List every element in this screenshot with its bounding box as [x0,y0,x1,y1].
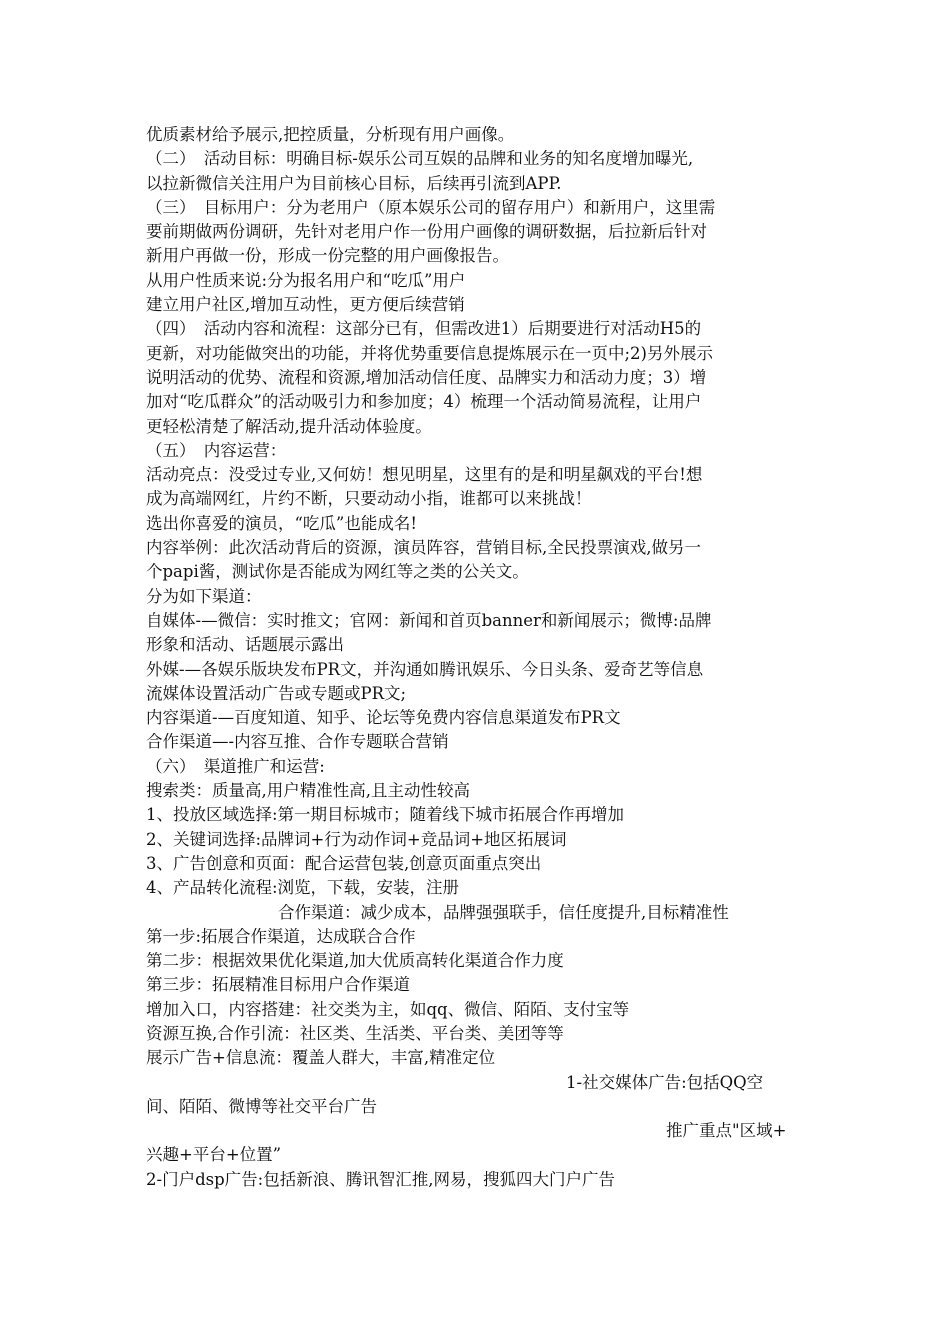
text-line: 外媒-—各娱乐版块发布PR文，并沟通如腾讯娱乐、今日头条、爱奇艺等信息 [146,659,704,679]
text-line: 加对“吃瓜群众”的活动吸引力和参加度；4）梳理一个活动简易流程，让用户 [146,392,702,412]
section-heading-6: （六） 渠道推广和运营: [146,756,325,776]
text-line: 流媒体设置活动广告或专题或PR文; [146,683,407,703]
text-line: 内容渠道-—百度知道、知乎、论坛等免费内容信息渠道发布PR文 [146,708,621,728]
text-line: 资源互换,合作引流：社区类、生活类、平台类、美团等等 [146,1023,564,1043]
text-line: 1、投放区域选择:第一期目标城市；随着线下城市拓展合作再增加 [146,805,625,825]
text-line: 更轻松清楚了解活动,提升活动体验度。 [146,416,432,436]
text-line: 选出你喜爱的演员，“吃瓜”也能成名! [146,513,418,533]
text-line: 2-门户dsp广告:包括新浪、腾讯智汇推,网易，搜狐四大门户广告 [146,1169,615,1189]
text-line: 建立用户社区,增加互动性，更方便后续营销 [146,295,465,315]
text-line: 第二步：根据效果优化渠道,加大优质高转化渠道合作力度 [146,951,564,971]
document-body [146,123,810,1192]
text-line: 展示广告+信息流：覆盖人群大，丰富,精准定位 [146,1048,496,1068]
text-line: 兴趣+平台+位置” [146,1145,282,1165]
text-line: 内容举例：此次活动背后的资源，演员阵容，营销目标,全民投票演戏,做另一 [146,538,701,558]
text-line: 合作渠道：减少成本，品牌强强联手，信任度提升,目标精准性 [278,902,729,922]
text-line: 活动亮点：没受过专业,又何妨！想见明星，这里有的是和明星飙戏的平台!想 [146,465,703,485]
text-line: 说明活动的优势、流程和资源,增加活动信任度、品牌实力和活动力度；3）增 [146,367,707,387]
text-line: 优质素材给予展示,把控质量，分析现有用户画像。 [146,125,515,144]
text-line: 间、陌陌、微博等社交平台广告 [146,1096,377,1116]
text-line: 第三步：拓展精准目标用户合作渠道 [146,975,410,995]
text-line: 要前期做两份调研，先针对老用户作一份用户画像的调研数据，后拉新后针对 [146,222,707,242]
text-line: 增加入口，内容搭建：社交类为主，如qq、微信、陌陌、支付宝等 [146,999,630,1019]
text-line: 分为如下渠道： [146,586,262,606]
section-heading-5: （五） 内容运营： [146,440,287,460]
text-line: 推广重点"区域+ [666,1121,787,1141]
text-line: 新用户再做一份，形成一份完整的用户画像报告。 [146,246,509,266]
text-line: 2、关键词选择:品牌词+行为动作词+竞品词+地区拓展词 [146,829,567,849]
text-line: 从用户性质来说:分为报名用户和“吃瓜”用户 [146,270,466,290]
text-line: 自媒体-—微信：实时推文；官网：新闻和首页banner和新闻展示；微博:品牌 [146,610,712,630]
section-heading-3: （三） 目标用户：分为老用户（原本娱乐公司的留存用户）和新用户，这里需 [146,197,716,217]
text-line: 个papi酱，测试你是否能成为网红等之类的公关文。 [146,562,529,582]
text-line: 形象和活动、话题展示露出 [146,635,344,655]
section-heading-4: （四） 活动内容和流程：这部分已有，但需改进1）后期要进行对活动H5的 [146,319,702,339]
text-line: 以拉新微信关注用户为目前核心目标，后续再引流到APP. [146,173,562,193]
text-line: 合作渠道—-内容互推、合作专题联合营销 [146,732,449,752]
text-line: 更新，对功能做突出的功能，并将优势重要信息提炼展示在一页中;2)另外展示 [146,343,713,363]
text-line: 4、产品转化流程:浏览，下载，安装，注册 [146,878,460,898]
section-heading-2: （二） 活动目标：明确目标-娱乐公司互娱的品牌和业务的知名度增加曝光, [146,149,694,169]
text-line: 成为高端网红，片约不断，只要动动小指，谁都可以来挑战！ [146,489,592,509]
text-line: 3、广告创意和页面：配合运营包装,创意页面重点突出 [146,853,542,873]
text-line: 搜索类：质量高,用户精准性高,且主动性较高 [146,781,470,801]
text-line: 第一步:拓展合作渠道，达成联合合作 [146,926,416,946]
text-line: 1-社交媒体广告:包括QQ空 [566,1072,764,1092]
